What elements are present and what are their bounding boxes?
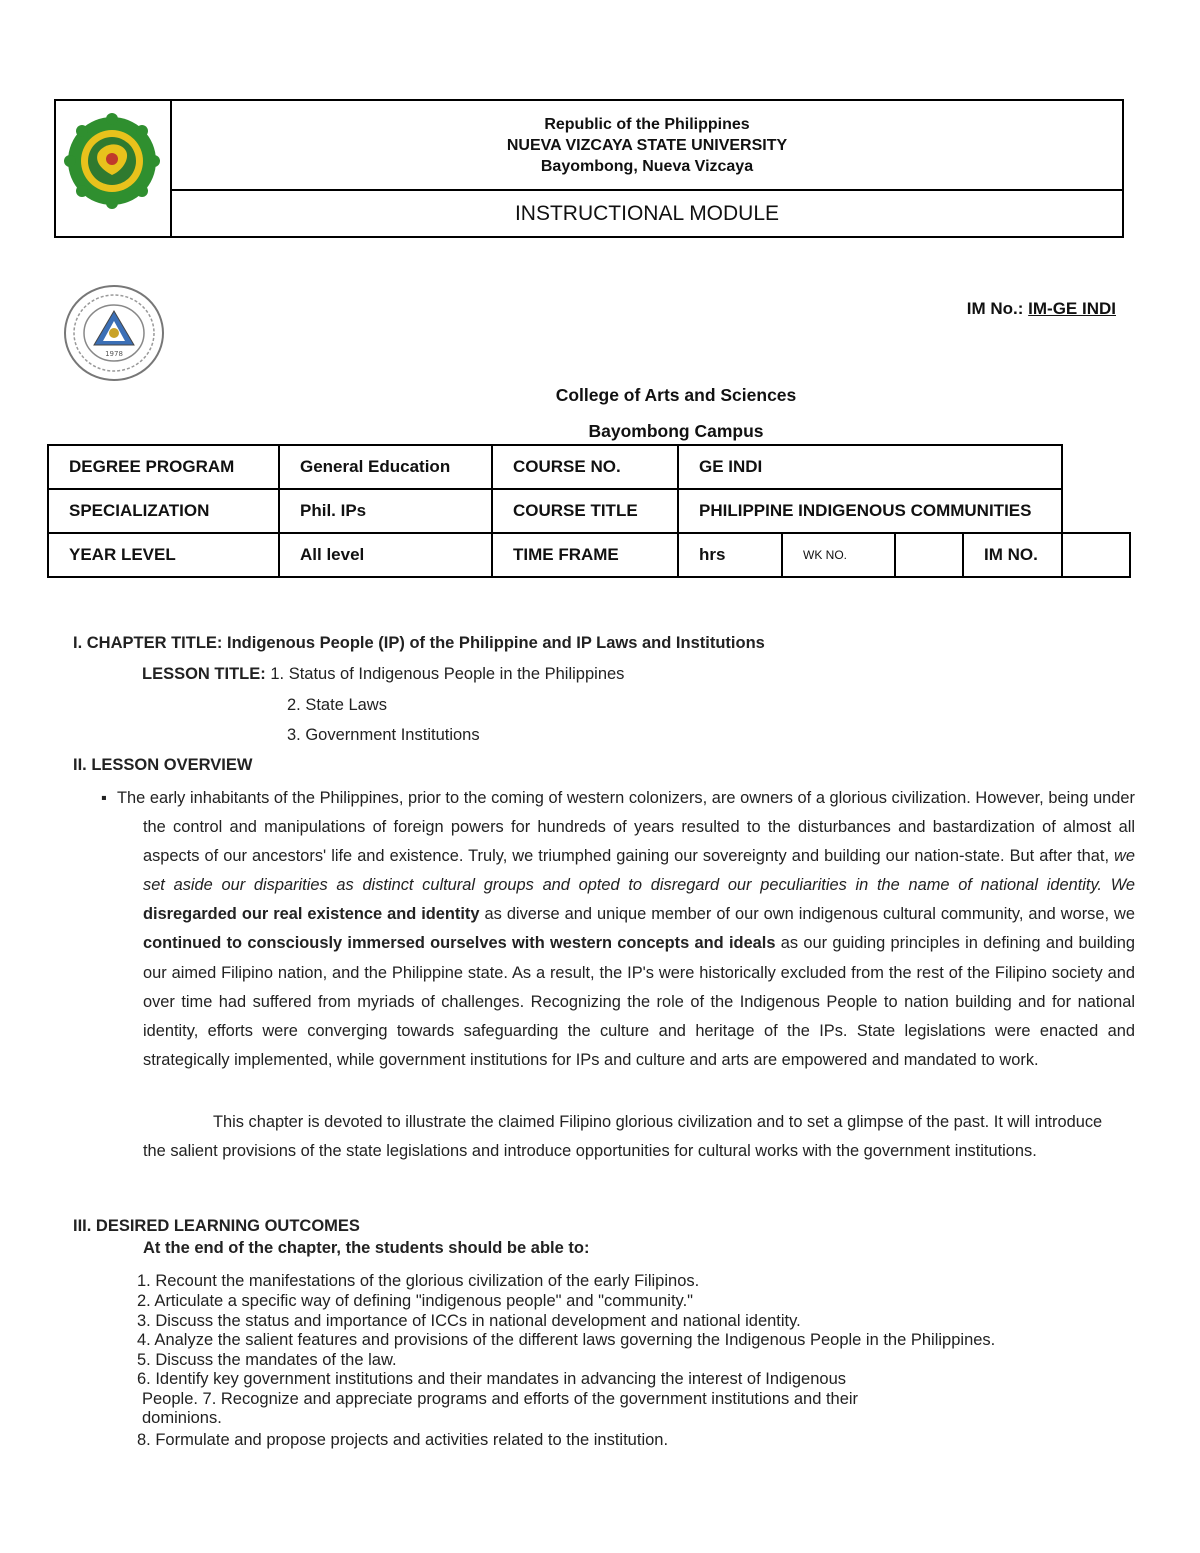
- lesson-label: LESSON TITLE:: [142, 665, 266, 683]
- im-number-value: IM-GE INDI: [1028, 299, 1116, 318]
- overview-text-italic: we set aside our disparities as distinct cultural groups and opted to disregard our peculiarities in the name of national identity. We: [143, 847, 1135, 895]
- outcomes-intro: At the end of the chapter, the students should be able to:: [143, 1239, 590, 1257]
- year-level-label: YEAR LEVEL: [48, 533, 279, 577]
- im-number-label: IM No.:: [966, 299, 1024, 318]
- university-name: NUEVA VIZCAYA STATE UNIVERSITY: [506, 137, 788, 154]
- outcome-item: People. 7. Recognize and appreciate programs and efforts of the government institutions and their: [142, 1390, 859, 1408]
- overview-text: as diverse and unique member of our own indigenous cultural community, and worse, we: [479, 905, 1135, 924]
- university-location: Bayombong, Nueva Vizcaya: [540, 158, 754, 175]
- time-frame-value: hrs: [678, 533, 782, 577]
- bullet-icon: ▪: [101, 789, 107, 807]
- college-name: College of Arts and Sciences: [555, 385, 797, 405]
- module-type-title: INSTRUCTIONAL MODULE: [514, 202, 780, 225]
- specialization-label: SPECIALIZATION: [48, 489, 279, 533]
- outcome-item: 1. Recount the manifestations of the glorious civilization of the early Filipinos.: [137, 1272, 700, 1290]
- outcome-item: 4. Analyze the salient features and provisions of the different laws governing the Indigenous People in the Philippines.: [137, 1331, 996, 1349]
- overview-text: as our guiding principles in defining and building our aimed Filipino nation, and the Philippine state. As a result, the IP's were historically excluded from the rest of the Filipino society and over time had suffered from myriads of challenges. Recognizing the role of the Indigenous People to nation building and for national identity, efforts were converging towards safeguarding the culture and heritage of the IPs. State legislations were enacted and strategically implemented, while government institutions for IPs and culture and arts are empowered and mandated to work.: [143, 934, 1135, 1069]
- header-lines: [172, 114, 1122, 177]
- im-number: [967, 299, 1116, 319]
- overview-text-bold: disregarded our real existence and identity: [143, 905, 480, 924]
- overview-paragraph-2: This chapter is devoted to illustrate the claimed Filipino glorious civilization and to set a glimpse of the past. It will introduce the salient provisions of the state legislations and introduce opportunities for cultural works with the government institutions.: [143, 1113, 1103, 1160]
- lesson-item: 1. Status of Indigenous People in the Philippines: [270, 665, 625, 683]
- table-row: [48, 445, 1130, 489]
- outcome-item: 3. Discuss the status and importance of ICCs in national development and national identity.: [137, 1312, 801, 1330]
- country-name: Republic of the Philippines: [544, 116, 750, 133]
- seal-year: 1978: [105, 350, 123, 358]
- overview-text-bold: continued to consciously immersed ourselves with western concepts and ideals: [143, 934, 776, 953]
- course-no-label: COURSE NO.: [492, 445, 678, 489]
- lesson-item: 2. State Laws: [287, 696, 387, 714]
- chapter-title: [73, 634, 765, 653]
- overview-heading: II. LESSON OVERVIEW: [73, 756, 253, 774]
- header-divider: [172, 189, 1122, 191]
- year-level-value: All level: [279, 533, 492, 577]
- wk-no-value: [895, 533, 963, 577]
- table-row: [48, 489, 1130, 533]
- chapter-title-text: Indigenous People (IP) of the Philippine and IP Laws and Institutions: [227, 634, 765, 652]
- university-logo: [64, 113, 160, 209]
- chapter-label: I. CHAPTER TITLE:: [73, 634, 223, 652]
- outcome-item: dominions.: [142, 1409, 222, 1427]
- outcomes-heading: III. DESIRED LEARNING OUTCOMES: [73, 1217, 360, 1235]
- time-frame-label: TIME FRAME: [492, 533, 678, 577]
- course-title-label: COURSE TITLE: [492, 489, 678, 533]
- im-no-label: IM NO.: [963, 533, 1062, 577]
- lesson-item: 3. Government Institutions: [287, 726, 480, 744]
- table-row: [48, 533, 1130, 577]
- outcome-item: 6. Identify key government institutions and their mandates in advancing the interest of Indigenous: [137, 1370, 847, 1388]
- overview-text: The early inhabitants of the Philippines, prior to the coming of western colonizers, are owners of a glorious civilization. However, being under the control and manipulations of foreign powers for hundreds of years resulted to the disturbances and bastardization of almost all aspects of our ancestors' life and existence. Truly, we triumphed gaining our sovereignty and building our nation-state. But after that,: [117, 789, 1135, 866]
- wk-no-label: WK NO.: [782, 533, 895, 577]
- college-seal: [62, 283, 166, 383]
- campus-name: Bayombong Campus: [588, 421, 764, 441]
- outcome-item: 8. Formulate and propose projects and activities related to the institution.: [137, 1431, 669, 1449]
- lesson-title: [142, 665, 624, 684]
- im-no-value: [1062, 533, 1130, 577]
- course-title-value: PHILIPPINE INDIGENOUS COMMUNITIES: [678, 489, 1062, 533]
- header-box: [54, 99, 1124, 238]
- logo-cell: [56, 101, 172, 236]
- degree-program-label: DEGREE PROGRAM: [48, 445, 279, 489]
- outcome-item: 2. Articulate a specific way of defining "indigenous people" and "community.": [137, 1292, 694, 1310]
- course-no-value: GE INDI: [678, 445, 1062, 489]
- overview-paragraph: [101, 784, 1135, 1075]
- course-info-table: [47, 444, 1131, 578]
- specialization-value: Phil. IPs: [279, 489, 492, 533]
- outcome-item: 5. Discuss the mandates of the law.: [137, 1351, 397, 1369]
- degree-program-value: General Education: [279, 445, 492, 489]
